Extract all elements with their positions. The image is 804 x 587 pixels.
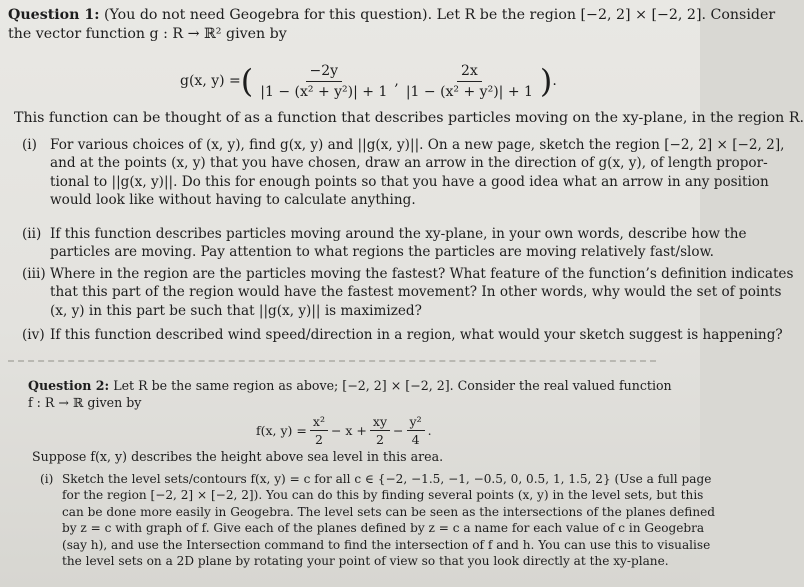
fraction-denominator: 2 [314,432,323,447]
item-line: For various choices of (x, y), find g(x, y) and ||g(x, y)||. On a new page, sketch the region [−2, 2] × [−2, 2], [50,137,785,153]
formula-comma: , [394,73,399,89]
fraction-denominator: 2 [375,432,384,447]
q1-formula [180,58,557,104]
item-line: tional to ||g(x, y)||. Do this for enough points so that you have a good idea what an arrow in any position [50,173,769,190]
item-number: (i) [40,472,54,486]
formula-fraction-2 [370,414,390,447]
item-line: would look like without having to calculate anything. [50,191,416,208]
item-line: If this function described wind speed/direction in a region, what would your sketch suggest is happening? [50,327,783,343]
item-text [50,225,747,262]
item-number: (i) [22,137,37,153]
fraction-denominator: |1 − (x² + y²)| + 1 [260,83,388,100]
fraction-numerator: y² [407,414,425,431]
q1-intro-line-2: the vector function g : R → ℝ² given by [8,26,287,42]
formula-period: . [552,73,557,89]
item-line: Sketch the level sets/contours f(x, y) = c for all c ∈ {−2, −1.5, −1, −0.5, 0, 0.5, 1, 1.5, 2} (Use a full page [62,472,712,486]
section-divider [8,360,656,362]
q1-item-i [22,136,785,209]
formula-fraction-3 [407,414,425,447]
formula-period: . [427,423,432,438]
q1-item-iii [22,265,794,320]
item-line: can be done more easily in Geogebra. The level sets can be seen as the intersections of the planes defined [62,504,716,519]
formula-middle: − x + [330,423,367,438]
item-line: (x, y) in this part be such that ||g(x, y)|| is maximized? [50,302,422,319]
formula-fraction-1 [310,414,328,447]
formula-minus: − [393,423,404,438]
item-text [50,326,783,344]
q2-intro-line-2: f : R → ℝ given by [28,395,142,410]
item-line: (say h), and use the Intersection command to find the intersection of f and h. You can use this to visualise [62,537,711,552]
item-line: that this part of the region would have the fastest movement? In other words, why would the set of points [50,284,782,301]
item-number: (iii) [22,266,46,282]
formula-fraction-1 [256,63,391,100]
formula-lhs: g(x, y) = [180,73,241,89]
item-line: by z = c with graph of f. Give each of the planes defined by z = c a name for each value of c in Geogebra [62,521,705,536]
item-line: particles are moving. Pay attention to what regions the particles are moving relatively fast/slow. [50,244,714,261]
q2-heading: Question 2: [28,378,110,393]
q1-heading: Question 1: [8,7,100,23]
q1-intro-line-1 [8,6,776,25]
formula-open-paren: ( [240,62,254,100]
item-number: (iv) [22,327,45,343]
formula-lhs: f(x, y) = [256,423,307,438]
item-line: the level sets on a 2D plane by rotating your point of view so that you look directly at the xy-plane. [62,554,669,569]
fraction-numerator: −2y [306,63,343,82]
q2-formula [256,414,432,447]
item-text [50,265,794,320]
item-line: and at the points (x, y) that you have chosen, draw an arrow in the direction of g(x, y), of length propor- [50,155,768,172]
q2-intro-line-1 [28,377,672,394]
item-text [62,471,716,569]
question-1 [8,6,776,44]
q2-item-i [40,471,716,569]
q1-paragraph: This function can be thought of as a function that describes particles moving on the xy-plane, in the region R. [14,110,804,126]
fraction-numerator: x² [310,414,328,431]
formula-fraction-2 [402,63,537,100]
fraction-numerator: xy [370,414,390,431]
fraction-denominator: 4 [411,432,420,447]
item-line: Where in the region are the particles moving the fastest? What feature of the function’s definition indicates [50,266,794,282]
item-line: If this function describes particles moving around the xy-plane, in your own words, describe how the [50,226,747,242]
q1-item-ii [22,225,747,262]
item-text [50,136,785,209]
question-2 [28,377,672,411]
q2-paragraph: Suppose f(x, y) describes the height above sea level in this area. [32,449,444,464]
fraction-numerator: 2x [457,63,482,82]
item-number: (ii) [22,226,42,242]
q1-intro-text: (You do not need Geogebra for this question). Let R be the region [−2, 2] × [−2, 2]. Consider [103,7,776,23]
item-line: for the region [−2, 2] × [−2, 2]). You can do this by finding several points (x, y) in the level sets, but this [62,488,704,503]
q2-intro-text: Let R be the same region as above; [−2, 2] × [−2, 2]. Consider the real valued function [113,378,672,393]
q1-item-iv [22,326,783,344]
formula-close-paren: ) [539,62,553,100]
fraction-denominator: |1 − (x² + y²)| + 1 [405,83,533,100]
